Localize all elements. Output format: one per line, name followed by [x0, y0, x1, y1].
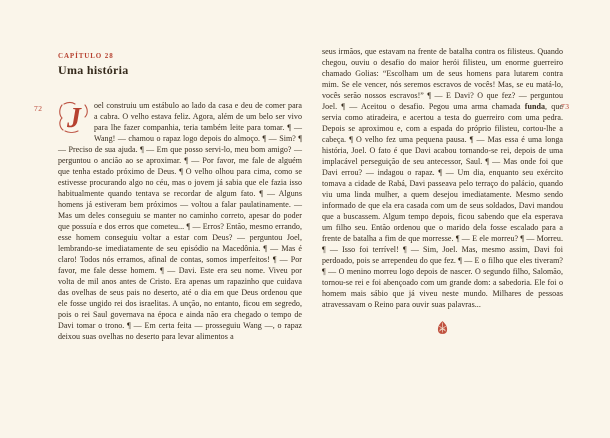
right-body-runs — [322, 47, 563, 309]
left-body-runs — [58, 101, 302, 341]
chapter-label: CAPÍTULO 28 — [58, 52, 114, 60]
emphasized-word: funda — [524, 102, 546, 111]
right-body-text — [322, 46, 563, 310]
drop-cap-initial — [58, 101, 90, 134]
body-text-run: seus irmãos, que estavam na frente de batalha contra os filisteus. Quando chegou, ouviu o desafio do maior herói filisteu, um enorme guerreiro chamado Golias: “Escolham um de seus homens para lutarem contra mim. Se ele vencer, nós seremos escravos de vocês! Mas, se eu matá-lo, vocês serão nossos escravos!” ¶ — E Davi? O que fez? — perguntou Joel. ¶ — Aceitou o desafio. Pegou uma arma chamada — [322, 47, 563, 111]
chapter-title: Uma história — [58, 63, 129, 77]
svg-text:J: J — [66, 103, 82, 134]
page-number-right: 73 — [561, 102, 570, 111]
end-ornament — [322, 320, 563, 340]
drop-cap-flourish-icon — [58, 101, 90, 134]
fleuron-icon — [437, 320, 448, 335]
body-text-run: , que servia como atiradeira, e acertou a testa do guerreiro com uma pedra. Depois se aproximou e, com a espada do próprio filisteu, cortou-lhe a cabeça. ¶ O velho fez uma pequena pausa. ¶ — Mas essa é uma longa história, Joel. O fato é que Davi acabou tornando-se rei, depois de uma implacável perseguição de seu antecessor, Saul. ¶ — Mas onde foi que Davi errou? — indagou o rapaz. ¶ — Um dia, enquanto seu exército tomava a cidade de Rabá, Davi passeava pelo terraço do palácio, quando viu uma linda mulher, a quem desejou imediatamente. Mesmo sendo informado de que ela era casada com um de seus soldados, Davi mandou que a buscassem. Algum tempo depois, ficou sabendo que ela esperava um filho seu. Então ordenou que o marido dela fosse escalado para a frente de batalha a fim de que morresse. ¶ — E ele morreu? ¶ — Morreu. ¶ — Isso foi terrível! ¶ — Sim, Joel. Mas, mesmo assim, Davi foi perdoado, pois se arrependeu do que fez. ¶ — E o filho que eles tiveram? ¶ — O menino morreu logo depois de nascer. O segundo filho, Salomão, tornou-se rei e foi abençoado com um grande dom: a sabedoria. Ele foi o homem mais sábio que já viveu neste mundo. Milhares de pessoas atravessavam o Reino para ouvir suas palavras... — [322, 102, 563, 309]
body-text-run: oel construiu um estábulo ao lado da casa e deu de comer para a cabra. O velho estava feliz. Agora, além de um belo ser vivo para lhe fazer companhia, teria também leite para tomar. ¶ — Wang! — chamou o rapaz logo depois do almoço. ¶ — Sim? ¶ — Preciso de sua ajuda. ¶ — Em que posso servi-lo, meu bom amigo? — perguntou o ancião ao se aproximar. ¶ — Por favor, me fale de alguém que tenha estado próximo de Deus. ¶ O velho olhou para cima, como se estivesse procurando algo no céu, mas o jovem já sabia que ele fazia isso habitualmente quando tentava se recordar de algum fato. ¶ — Alguns homens já estiveram bem próximos — voltou a falar paulatinamente. — Mas um deles conseguiu se manter no caminho correto, apesar do poder que possuía e dos erros que cometeu... ¶ — Erros? Então, mesmo errando, esse homem conseguiu voltar a estar com Deus? — perguntou Joel, lembrando-se imediatamente de seu episódio na Macedônia. ¶ — Mas é claro! Todos nós erramos, afinal de contas, somos imperfeitos! ¶ — Por favor, me fale desse homem. ¶ — Davi. Este era seu nome. Viveu por volta de mil anos antes de Cristo. Era apenas um rapazinho que cuidava das ovelhas de seus pais no deserto, até o dia em que Deus ordenou que ele fosse ungido rei dos israelitas. A unção, no entanto, ficou em segredo, pois o rei Saul governava na época e ainda não era chegado o tempo de Davi tomar o trono. ¶ — Em certa feita — prosseguiu Wang —, o rapaz deixou suas ovelhas no deserto para levar alimentos a — [58, 101, 302, 341]
page-number-left: 72 — [34, 104, 43, 113]
left-body-text — [58, 100, 302, 342]
